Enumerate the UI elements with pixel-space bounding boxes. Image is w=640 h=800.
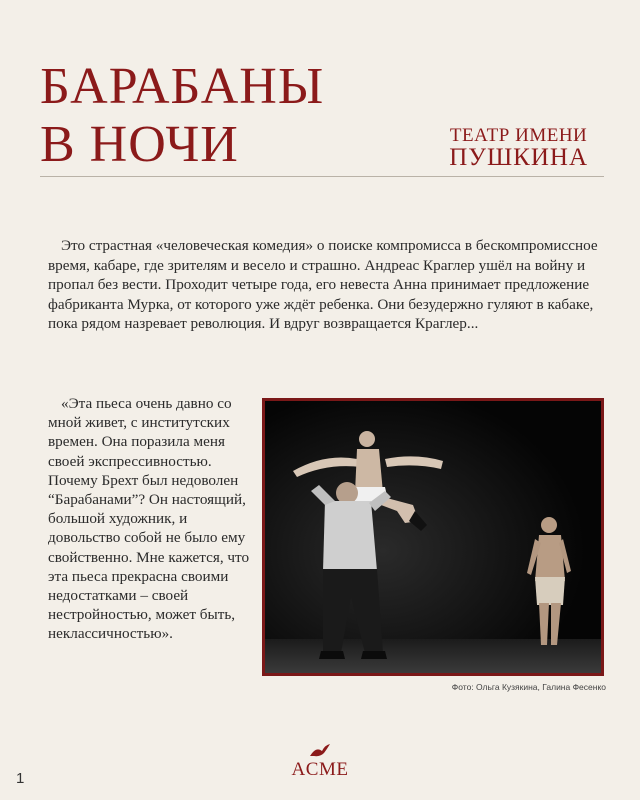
page-title (40, 58, 324, 174)
theatre-name (449, 126, 588, 170)
director-quote: «Эта пьеса очень давно со мной живет, с институтских времен. Она поразила меня своей экспрессивностью. Почему Брехт был недоволен “Барабанами”? Он настоящий, большой художник, и довольство собой не было ему свойственно. Мне кажется, что эта пьеса прекрасна своими недостатками – своей нестройностью, может быть, неклассичностью». (48, 395, 250, 643)
acme-logo (288, 742, 352, 780)
header-divider (40, 176, 604, 177)
stage-photo (262, 398, 604, 676)
bird-icon (308, 742, 332, 760)
page-number: 1 (16, 770, 25, 787)
theatre-line-2: ПУШКИНА (449, 144, 588, 171)
stage-photo-illustration (265, 401, 601, 673)
logo-wordmark: ACME (291, 759, 349, 780)
intro-paragraph: Это страстная «человеческая комедия» о поиске компромисса в бескомпромиссное время, кабаре, где зрителям и весело и страшно. Андреас Краглер ушёл на войну и пропал без вести. Проходит четыре года, его невеста Анна принимает предложение фабриканта Мурка, от которого уже ждёт ребенка. Они безудержно гуляют в кабаке, пока рядом назревает революция. И вдруг возвращается Краглер... (48, 237, 598, 332)
photo-caption: Фото: Ольга Кузякина, Галина Фесенко (451, 682, 606, 692)
title-line-1: БАРАБАНЫ (40, 58, 325, 115)
theatre-line-1: ТЕАТР ИМЕНИ (449, 125, 588, 146)
title-line-2: В НОЧИ (40, 116, 239, 173)
